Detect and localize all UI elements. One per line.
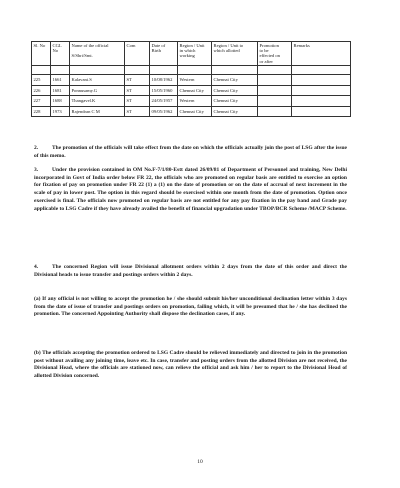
cell-remarks [292, 75, 351, 86]
cell-dob: 10/08/1962 [150, 75, 178, 86]
cell-promotion [258, 75, 292, 86]
cell-allotted: Chennai City [212, 106, 258, 117]
cell-remarks [292, 96, 351, 107]
cell-name: Thangavel.K [70, 96, 125, 107]
cell-cgl: 1661 [51, 75, 70, 86]
header-dob: Date of Birth [150, 42, 178, 66]
paragraph-3-text: Under the provision contained in OM No.F-7/1/80-Estt dated 26/09/81 of Department of Personnel and training, New Delhi incorporated in Govt of India order below FR 22, the officials who are promoted on regular basis are entitled to exercise an option for fixation of pay on promotion under FR 22 (1) a (1) on the date of promotion or on the date of accrual of next increment in the scale of pay in lower post. The option in this regard should be exercised within one month from the date of promotion. Option once exercised is final. The officials now promoted on regular basis are not entitled for any pay fixation in the pay band and Grade pay applicable to LSG Cadre if they have already availed the benefit of financial upgradation under TBOP/BCR Scheme /MACP Scheme. [34, 167, 347, 212]
table-row [32, 106, 351, 117]
paragraph-3 [34, 167, 347, 213]
table-header-row [32, 42, 351, 66]
paragraph-2 [34, 145, 347, 160]
cell-name: Kalavani.S [70, 75, 125, 86]
page-number: 10 [197, 459, 203, 465]
cell-com: ST [125, 85, 150, 96]
table-spacer-row [32, 66, 351, 75]
cell-region: Chennai City [178, 85, 212, 96]
cell-dob: 24/05/1957 [150, 96, 178, 107]
cell-remarks [292, 85, 351, 96]
paragraph-4-text: The concerned Region will issue Divisional allotment orders within 2 days from the date of this order and direct the Divisional heads to issue transfer and postings orders within 2 days. [34, 264, 347, 278]
table-row [32, 96, 351, 107]
cell-cgl: 1973 [51, 106, 70, 117]
paragraph-4-number: 4. [34, 264, 39, 270]
header-sl-no: Sl. No [32, 42, 51, 66]
header-com: Com [125, 42, 150, 66]
paragraph-2-number: 2. [34, 145, 39, 151]
cell-region: Western [178, 75, 212, 86]
cell-com: ST [125, 96, 150, 107]
header-name: Name of the official S/Shri/Smt. [70, 42, 125, 66]
cell-promotion [258, 106, 292, 117]
paragraph-3-number: 3. [34, 167, 39, 173]
paragraph-4 [34, 264, 347, 279]
cell-name: Rajendran C M [70, 106, 125, 117]
cell-region: Chennai City [178, 106, 212, 117]
header-region: Region / Unit in which working [178, 42, 212, 66]
promotion-table [31, 41, 351, 117]
cell-promotion [258, 96, 292, 107]
cell-remarks [292, 106, 351, 117]
cell-sl: 225 [32, 75, 51, 86]
table-row [32, 85, 351, 96]
paragraph-2-text: The promotion of the officials will take effect from the date on which the officials actually join the post of LSG after the issue of this memo. [34, 145, 347, 159]
cell-cgl: 1681 [51, 85, 70, 96]
cell-cgl: 1688 [51, 96, 70, 107]
paragraph-4b: (b) The officials accepting the promotion ordered to LSG Cadre should be relieved immediately and directed to join in the promotion post without availing any joining time, leave etc. In case, transfer and posting orders from the allotted Division are not received, the Divisional Head, where the officials are stationed now, can relieve the official and ask him / her to report to the Divisional Head of allotted Division concerned. [34, 350, 347, 380]
cell-com: ST [125, 75, 150, 86]
cell-dob: 09/05/1962 [150, 106, 178, 117]
cell-name: Ponnusamy.G [70, 85, 125, 96]
header-promotion: Promotion to be effected on or after [258, 42, 292, 66]
cell-sl: 226 [32, 85, 51, 96]
header-allotted: Region / Unit to which allotted [212, 42, 258, 66]
header-cgl-no: CGL No [51, 42, 70, 66]
cell-allotted: Chennai City [212, 85, 258, 96]
cell-region: Western [178, 96, 212, 107]
cell-allotted: Chennai City [212, 96, 258, 107]
table-row [32, 75, 351, 86]
paragraph-4a: (a) If any official is not willing to accept the promotion he / she should submit his/her unconditional declination letter within 3 days from the date of issue of transfer and postings orders on promotion, failing which, it will be presumed that he / she has declined the promotion. The concerned Appointing Authority shall dispose the declination cases, if any. [34, 296, 347, 318]
cell-dob: 15/05/1960 [150, 85, 178, 96]
cell-allotted: Chennai City [212, 75, 258, 86]
header-remarks: Remarks [292, 42, 351, 66]
cell-promotion [258, 85, 292, 96]
cell-sl: 228 [32, 106, 51, 117]
cell-sl: 227 [32, 96, 51, 107]
cell-com: ST [125, 106, 150, 117]
